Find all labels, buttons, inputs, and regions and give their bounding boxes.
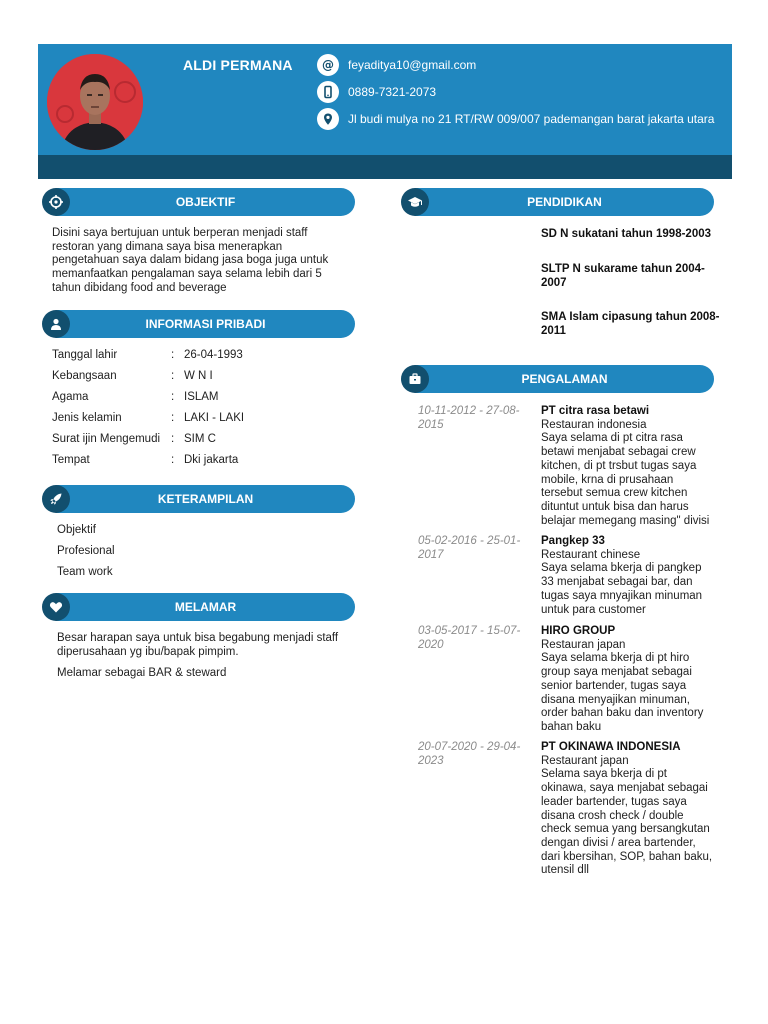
info-value: ISLAM [184,391,219,403]
education-line: SD N sukatani tahun 1998-2003 [541,228,712,240]
section-title: MELAMAR [174,600,237,614]
section-pendidikan-header [401,188,714,216]
experience-desc-line: disana crosh check / double [541,809,684,822]
info-colon: : [171,454,175,466]
phone-icon [317,81,339,103]
section-title: KETERAMPILAN [157,492,254,506]
experience-item [541,405,731,528]
section-melamar-header [42,593,355,621]
education-item [541,311,726,338]
melamar-line: Besar harapan saya untuk bisa begabung menjadi staff [57,632,339,644]
experience-item [541,625,731,735]
melamar-text [57,632,367,659]
experience-desc-line: untuk para customer [541,603,646,616]
info-label: Tempat [52,454,90,466]
phone-text: 0889-7321-2073 [348,85,437,99]
experience-date [418,535,533,562]
heart-icon [42,593,70,621]
experience-desc-line: tugas saya mnyajikan minuman [541,589,703,602]
experience-desc-line: check semua yang bersangkutan [541,823,710,836]
experience-date [418,741,533,768]
objektif-line: restoran yang dimana saya bisa menerapkan [52,240,283,253]
education-item [541,228,726,242]
rocket-icon [42,485,70,513]
experience-item [541,741,731,878]
experience-desc-line: mobile, krna di prusahaan [541,473,674,486]
objektif-line: pengetahuan saya dalam bidang jasa boga juga untuk [52,254,329,267]
briefcase-icon [401,365,429,393]
experience-date [418,625,533,652]
experience-desc-line: dengan divisi / area bartender, [541,836,696,849]
experience-company: Pangkep 33 [541,535,605,547]
info-value: 26-04-1993 [184,349,243,361]
experience-item [541,535,731,617]
section-title: OBJEKTIF [175,195,236,209]
experience-date [418,405,533,432]
experience-desc-line: utensil dll [541,864,589,877]
experience-desc-line: 33 menjabat sebagai bar, dan [541,576,693,589]
at-icon [317,54,339,76]
education-line: 2011 [541,324,566,337]
contact-phone [317,81,436,103]
experience-desc-line: disana menyajikan minuman, [541,693,690,706]
section-informasi-header [42,310,355,338]
user-icon [42,310,70,338]
education-item [541,263,726,290]
experience-desc-line: Saya selama bkerja di pangkep [541,562,702,575]
info-label: Kebangsaan [52,370,117,382]
info-label: Jenis kelamin [52,412,122,424]
experience-date-line: 05-02-2016 - 25-01- [418,535,521,547]
info-value: LAKI - LAKI [184,412,245,424]
melamar-line: diperusahaan yg ibu/bapak pimpim. [57,645,239,658]
location-pin-icon [317,108,339,130]
contact-address [317,108,714,130]
experience-company: PT citra rasa betawi [541,405,650,417]
experience-desc-line: bahan baku [541,720,602,733]
info-colon: : [171,391,175,403]
experience-date-line: 2017 [418,548,444,561]
experience-date-line: 10-11-2012 - 27-08- [418,405,520,417]
education-line: 2007 [541,276,567,289]
experience-type: Restauran japan [541,638,626,651]
experience-desc-line: kitchen, di pt trsbut tugas saya [541,459,697,472]
experience-desc-line: Selama saya bkerja di pt [541,768,667,781]
section-title: PENDIDIKAN [527,195,602,209]
graduation-cap-icon [401,188,429,216]
objektif-line: memanfaatkan pengalaman saya selama lebih dari 5 [52,268,322,281]
info-label: Tanggal lahir [52,349,118,361]
info-label: Agama [52,391,89,403]
objektif-line: Disini saya bertujuan untuk berperan menjadi staff [52,227,308,239]
experience-date-line: 2015 [418,418,444,431]
header-strip [38,155,732,179]
experience-desc-line: order bahan baku dan inventory [541,707,704,720]
education-line: SLTP N sukarame tahun 2004- [541,263,705,275]
experience-company: PT OKINAWA INDONESIA [541,741,681,753]
profile-photo [47,54,143,150]
section-title: PENGALAMAN [521,372,608,386]
section-objektif-header [42,188,355,216]
experience-date-line: 03-05-2017 - 15-07- [418,625,521,637]
section-keterampilan-header [42,485,355,513]
experience-desc-line: dari kbersihan, SOP, bahan baku, [541,850,713,863]
experience-desc-line: tersebut semua crew kitchen [541,487,688,500]
info-colon: : [171,349,175,361]
experience-desc-line: okinawa, saya menjabat sebagai [541,782,708,795]
address-text: Jl budi mulya no 21 RT/RW 009/007 pademangan barat jakarta utara [348,112,715,126]
section-pengalaman-header [401,365,714,393]
info-colon: : [171,412,175,424]
contact-email [317,54,476,76]
section-title: INFORMASI PRIBADI [145,317,266,331]
education-line: SMA Islam cipasung tahun 2008- [541,311,720,323]
experience-type: Restaurant chinese [541,548,641,561]
info-value: W N I [184,370,213,382]
experience-date-line: 2023 [418,754,444,767]
email-text[interactable]: feyaditya10@gmail.com [348,58,477,72]
experience-type: Restauran indonesia [541,418,647,431]
experience-type: Restaurant japan [541,754,629,767]
experience-desc-line: senior bartender, tugas saya [541,679,687,692]
experience-desc-line: Saya selama bkerja di pt hiro [541,652,690,665]
experience-desc-line: Saya selama di pt citra rasa [541,432,683,445]
experience-date-line: 2020 [418,638,444,651]
info-colon: : [171,433,175,445]
svg-text:@: @ [322,58,334,72]
info-value: Dki jakarta [184,454,239,466]
info-value: SIM C [184,433,216,445]
experience-desc-line: belajar memegang masing" divisi [541,514,710,527]
info-colon: : [171,370,175,382]
crosshair-icon [42,188,70,216]
experience-date-line: 20-07-2020 - 29-04- [418,741,521,753]
candidate-name: ALDI PERMANA [183,57,293,73]
experience-desc-line: betawi menjabat sebagai crew [541,446,696,459]
skill-item: Profesional [57,545,115,557]
experience-desc-line: group saya menjabat sebagai [541,666,692,679]
objektif-line: tahun dibidang food and beverage [52,281,227,294]
melamar-position: Melamar sebagai BAR & steward [57,667,227,679]
info-label: Surat ijin Mengemudi [52,433,161,445]
skill-item: Objektif [57,524,96,536]
experience-company: HIRO GROUP [541,625,616,637]
experience-desc-line: leader bartender, tugas saya [541,795,687,808]
objektif-text [52,227,362,296]
skill-item: Team work [57,566,113,578]
experience-desc-line: dituntut untuk bisa dan harus [541,500,689,513]
